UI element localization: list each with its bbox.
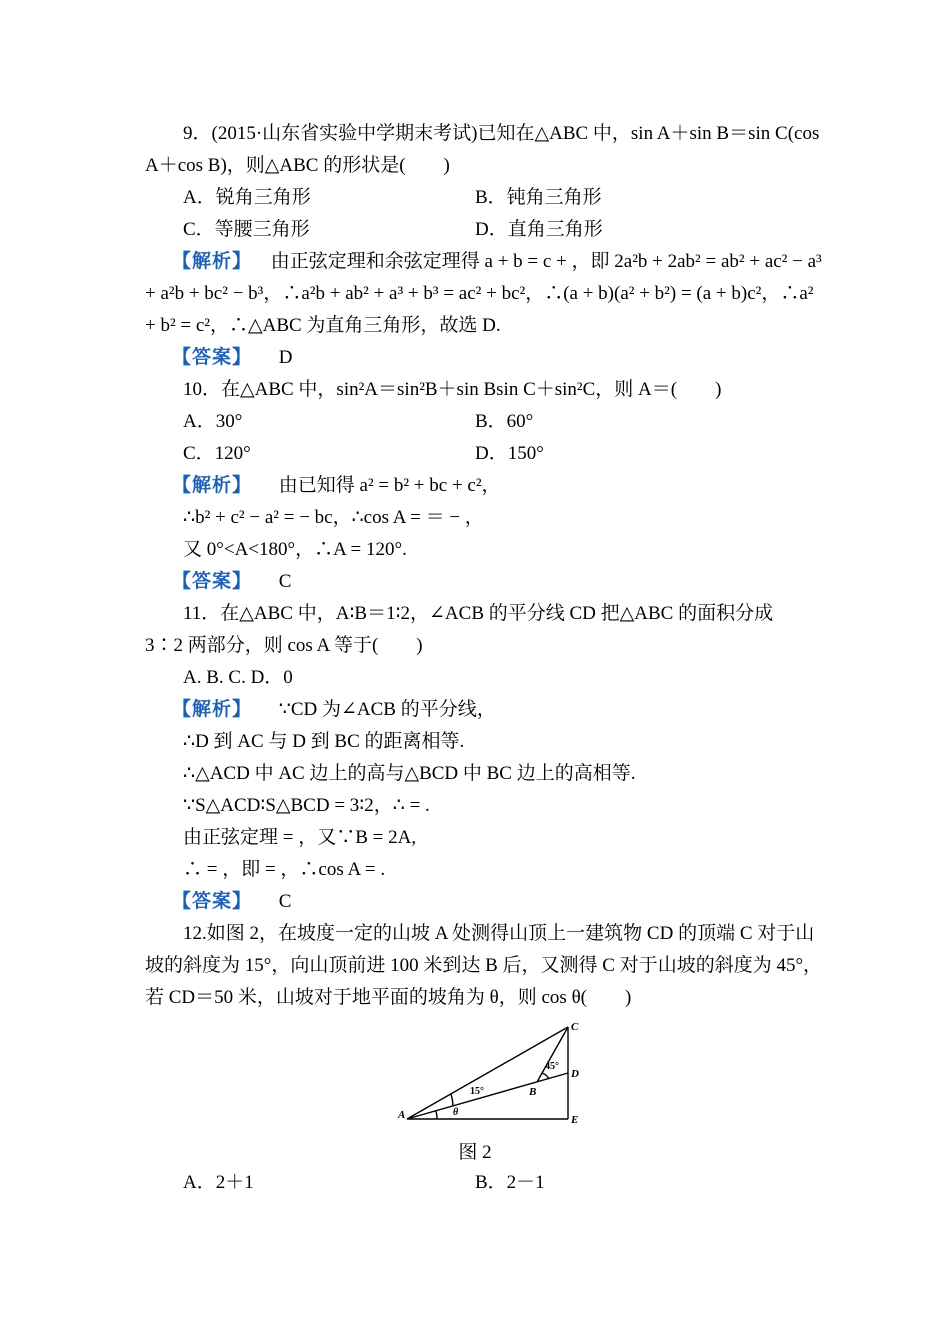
q10-analysis-line1 — [172, 474, 810, 498]
q9-option-a: A．锐角三角形 — [183, 187, 311, 208]
q11-stem-line1: 11．在△ABC 中，A∶B＝1∶2，∠ACB 的平分线 CD 把△ABC 的面积分成 — [183, 603, 774, 624]
label-c: C — [571, 1021, 579, 1033]
q12-stem-line2: 坡的斜度为 15°，向山顶前进 100 米到达 B 后，又测得 C 对于山坡的斜度为 45°， — [145, 955, 823, 976]
angle-45-arc — [542, 1073, 549, 1079]
q11-options: A. B. C. D．0 — [183, 667, 293, 688]
q10-analysis-line3: 又 0°<A<180°，∴A = 120°. — [183, 539, 407, 560]
answer-label: 【答案】 — [172, 347, 253, 368]
slope-line-ad — [407, 1073, 568, 1119]
q9-option-b: B．钝角三角形 — [475, 187, 602, 208]
label-e: E — [571, 1114, 579, 1125]
q9-analysis-line3: + b² = c²，∴△ABC 为直角三角形，故选 D. — [145, 315, 501, 336]
figure-caption: 图 2 — [458, 1142, 492, 1163]
angle-15-arc — [451, 1094, 453, 1106]
q10-analysis-text1: 由已知得 a² = b² + bc + c²， — [278, 475, 501, 496]
q12-option-a: A．2＋1 — [183, 1172, 254, 1193]
label-theta: θ — [453, 1107, 459, 1118]
q10-option-d: D．150° — [475, 443, 544, 464]
slope-diagram — [395, 1015, 595, 1125]
q12-stem-line1: 12.如图 2，在坡度一定的山坡 A 处测得山顶上一建筑物 CD 的顶端 C 对于山 — [183, 923, 815, 944]
q9-stem-line2: A＋cos B)，则△ABC 的形状是( ) — [145, 155, 450, 176]
q9-option-d: D．直角三角形 — [475, 219, 603, 240]
q9-answer-line — [172, 346, 810, 370]
q10-answer: C — [278, 571, 292, 592]
q10-option-a: A．30° — [183, 411, 243, 432]
q10-option-c: C．120° — [183, 443, 251, 464]
q11-answer: C — [278, 891, 292, 912]
analysis-label: 【解析】 — [172, 475, 253, 496]
q9-option-c: C．等腰三角形 — [183, 219, 310, 240]
q12-options-row1 — [183, 1171, 810, 1195]
theta-arc — [436, 1111, 437, 1119]
q12-option-b: B．2－1 — [475, 1172, 545, 1193]
q11-analysis-line4: ∵S△ACD∶S△BCD = 3∶2，∴ = . — [183, 795, 430, 816]
q11-analysis-line6: ∴ = ，即 = ，∴cos A = . — [183, 859, 386, 880]
q11-analysis-line1 — [172, 698, 810, 722]
label-angle-15: 15° — [470, 1086, 484, 1097]
q11-analysis-line3: ∴△ACD 中 AC 边上的高与△BCD 中 BC 边上的高相等. — [183, 763, 636, 784]
q10-options-row2 — [183, 442, 810, 466]
answer-label: 【答案】 — [172, 571, 253, 592]
q11-analysis-line2: ∴D 到 AC 与 D 到 BC 的距离相等. — [183, 731, 465, 752]
q9-answer: D — [278, 347, 293, 368]
q12-stem-line3: 若 CD＝50 米，山坡对于地平面的坡角为 θ，则 cos θ( ) — [145, 987, 632, 1008]
label-b: B — [529, 1086, 537, 1098]
q10-stem: 10．在△ABC 中，sin²A＝sin²B＋sin Bsin C＋sin²C，则 A＝( ) — [183, 379, 722, 400]
q9-options-row1 — [183, 186, 810, 210]
q9-analysis-line1 — [172, 250, 822, 274]
q11-answer-line — [172, 890, 810, 914]
q10-answer-line — [172, 570, 810, 594]
q9-stem-line1: 9．(2015·山东省实验中学期末考试)已知在△ABC 中，sin A＋sin B＝sin C(cos — [183, 123, 820, 144]
answer-label: 【答案】 — [172, 891, 253, 912]
q11-stem-line2: 3∶2 两部分，则 cos A 等于( ) — [145, 635, 423, 656]
q10-option-b: B．60° — [475, 411, 534, 432]
q9-analysis-text1: 由正弦定理和余弦定理得 a + b = c + ，即 2a²b + 2ab² = ab² + ac² − a³ — [270, 251, 822, 272]
analysis-label: 【解析】 — [172, 251, 253, 272]
q11-analysis-line5: 由正弦定理 = ，又∵B = 2A, — [183, 827, 417, 848]
label-angle-45: 45° — [545, 1061, 559, 1072]
q10-options-row1 — [183, 410, 810, 434]
q9-options-row2 — [183, 218, 810, 242]
analysis-label: 【解析】 — [172, 699, 253, 720]
q9-analysis-line2: + a²b + bc² − b³，∴a²b + ab² + a³ + b³ = ac² + bc²，∴(a + b)(a² + b²) = (a + b)c²，∴a² — [145, 283, 814, 304]
q11-analysis-text1: ∵CD 为∠ACB 的平分线， — [278, 699, 496, 720]
q10-analysis-line2: ∴b² + c² − a² = − bc，∴cos A = ＝ − ， — [183, 507, 484, 528]
label-d: D — [571, 1068, 579, 1080]
label-a: A — [398, 1109, 406, 1121]
